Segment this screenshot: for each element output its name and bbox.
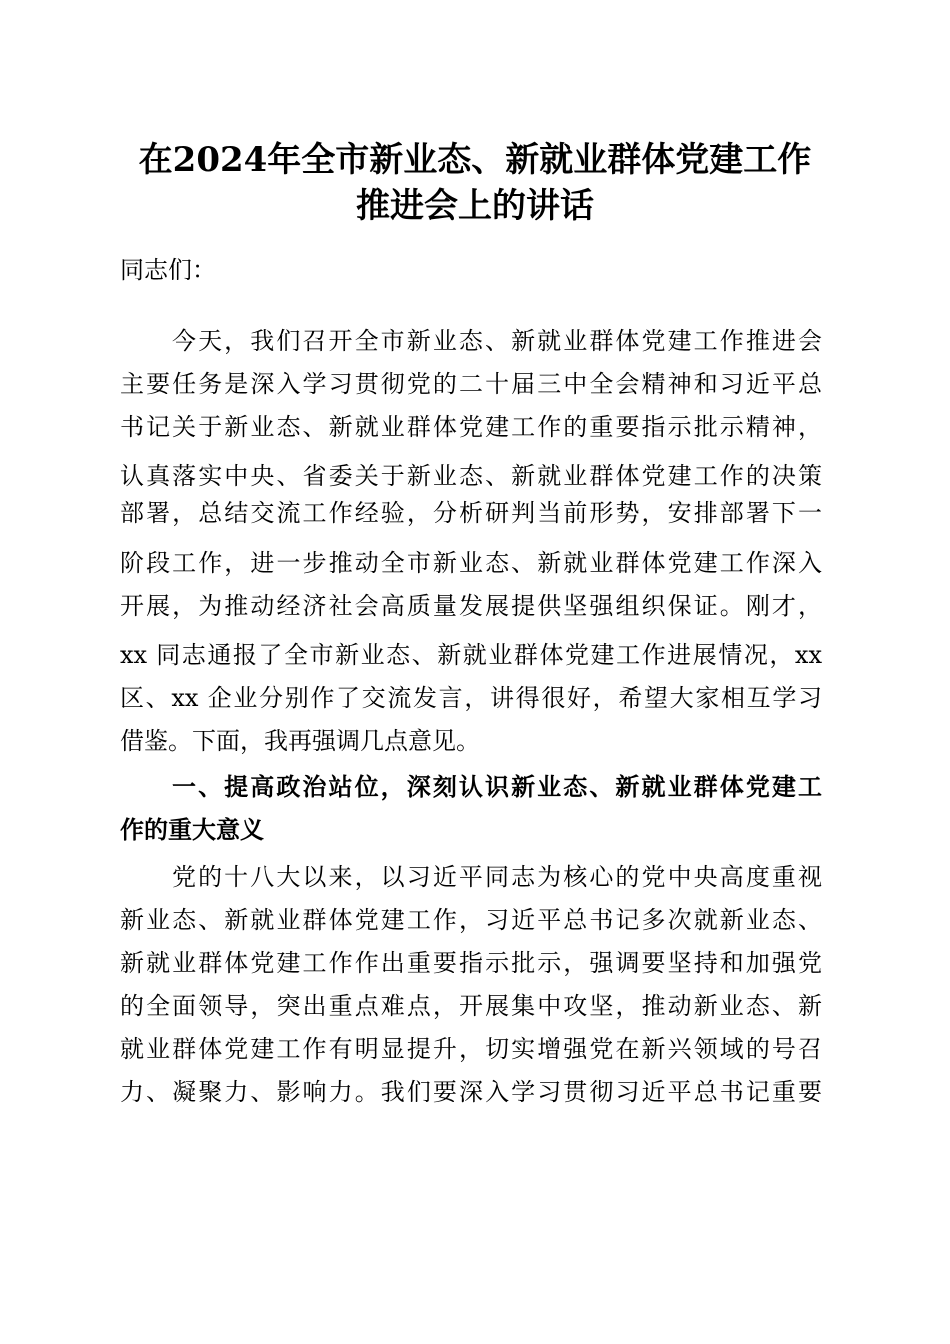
text-line: 阶段工作，进一步推动全市新业态、新就业群体党建工作深入 [120, 549, 822, 577]
text-line: 党的十八大以来，以习近平同志为核心的党中央高度重视 [172, 863, 822, 891]
text-line: 区、xx 企业分别作了交流发言，讲得很好，希望大家相互学习 [120, 684, 822, 712]
text-line: 书记关于新业态、新就业群体党建工作的重要指示批示精神， [120, 413, 822, 441]
text-line: xx 同志通报了全市新业态、新就业群体党建工作进展情况，xx [120, 641, 822, 669]
heading-line: 作的重大意义 [120, 815, 264, 844]
text-line: 新就业群体党建工作作出重要指示批示，强调要坚持和加强党 [120, 949, 822, 977]
text-line: 的全面领导，突出重点难点，开展集中攻坚，推动新业态、新 [120, 992, 822, 1020]
text-line: 借鉴。下面，我再强调几点意见。 [120, 727, 480, 755]
text-line: 开展，为推动经济社会高质量发展提供坚强组织保证。刚才， [120, 592, 822, 620]
salutation: 同志们： [120, 256, 216, 284]
text-line: 新业态、新就业群体党建工作，习近平总书记多次就新业态、 [120, 906, 822, 934]
text-line: 认真落实中央、省委关于新业态、新就业群体党建工作的决策 [120, 462, 822, 490]
text-line: 今天，我们召开全市新业态、新就业群体党建工作推进会 [172, 327, 822, 355]
text-line: 主要任务是深入学习贯彻党的二十届三中全会精神和习近平总 [120, 370, 822, 398]
text-line: 就业群体党建工作有明显提升，切实增强党在新兴领域的号召 [120, 1035, 822, 1063]
text-line: 部署，总结交流工作经验，分析研判当前形势，安排部署下一 [120, 499, 822, 527]
title-line: 推进会上的讲话 [356, 186, 594, 226]
heading-line: 一、提高政治站位，深刻认识新业态、新就业群体党建工 [172, 772, 822, 801]
title-line: 在2024年全市新业态、新就业群体党建工作 [138, 140, 812, 180]
text-line: 力、凝聚力、影响力。我们要深入学习贯彻习近平总书记重要 [120, 1078, 822, 1106]
